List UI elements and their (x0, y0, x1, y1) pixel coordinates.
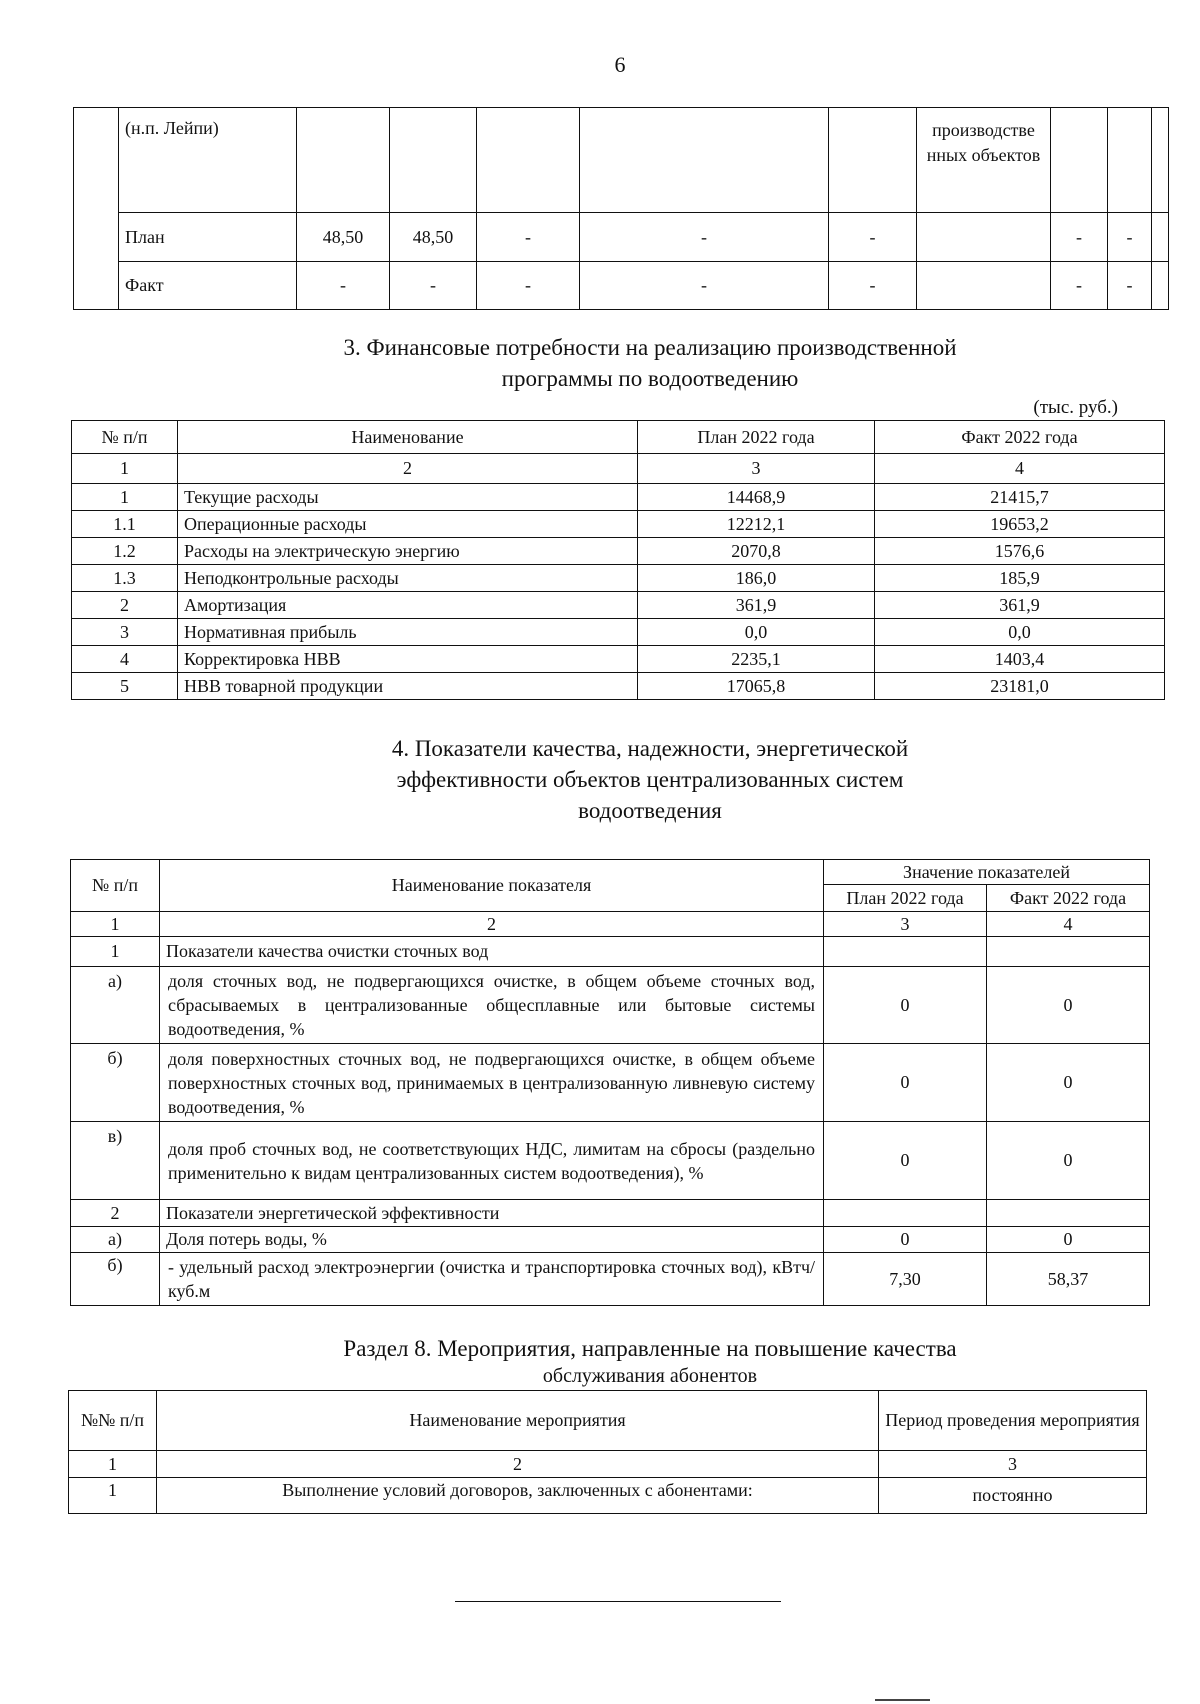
table-row: 1 Показатели качества очистки сточных вод (71, 937, 1150, 967)
table-row: 1 Текущие расходы 14468,9 21415,7 (72, 484, 1165, 511)
row-group-cell (74, 108, 119, 310)
settlement-name: (н.п. Лейпи) (119, 108, 297, 213)
section4-title: 4. Показатели качества, надежности, энергетической эффективности объектов централизованных систем водоотведения (391, 736, 909, 823)
table-row: 1.1 Операционные расходы 12212,1 19653,2 (72, 511, 1165, 538)
finance-table (71, 420, 1165, 700)
section3-title: 3. Финансовые потребности на реализацию производственной программы по водоотведению (343, 335, 957, 391)
measures-table (68, 1390, 1147, 1514)
table-row: План 48,50 48,50 - - - - - (74, 213, 1169, 262)
page-number: 6 (614, 52, 626, 77)
scan-mark (875, 1699, 930, 1701)
column-numbers-row: 1 2 3 4 (71, 912, 1150, 937)
table-row: 1.3 Неподконтрольные расходы 186,0 185,9 (72, 565, 1165, 592)
continuation-table (73, 107, 1169, 310)
table-row: 1.2 Расходы на электрическую энергию 2070,8 1576,6 (72, 538, 1165, 565)
table-header-row: №№ п/п Наименование мероприятия Период проведения мероприятия (69, 1391, 1147, 1451)
quality-indicators-table (70, 859, 1150, 1306)
table-row: б) - удельный расход электроэнергии (очистка и транспортировка сточных вод), кВтч/куб.м 7,30 58,37 (71, 1253, 1150, 1306)
table-header-row: План 2022 года Факт 2022 года (71, 885, 1150, 912)
unit-label: (тыс. руб.) (1033, 397, 1118, 418)
table-row: 4 Корректировка НВВ 2235,1 1403,4 (72, 646, 1165, 673)
table-row: 2 Показатели энергетической эффективности (71, 1200, 1150, 1227)
table-row: б) доля поверхностных сточных вод, не подвергающихся очистке, в общем объеме поверхностных сточных вод, принимаемых в централизованную ливневую систему водоотведения, % 0 0 (71, 1044, 1150, 1122)
section8-title: Раздел 8. Мероприятия, направленные на повышение качества обслуживания абонентов (343, 1336, 957, 1387)
header-note: производстве нных объектов (917, 108, 1051, 213)
table-row: Факт - - - - - - - (74, 262, 1169, 310)
table-row: 2 Амортизация 361,9 361,9 (72, 592, 1165, 619)
table-row: а) Доля потерь воды, % 0 0 (71, 1227, 1150, 1253)
column-numbers-row: 1 2 3 4 (72, 454, 1165, 484)
table-row: 3 Нормативная прибыль 0,0 0,0 (72, 619, 1165, 646)
table-row: в) доля проб сточных вод, не соответствующих НДС, лимитам на сбросы (раздельно применительно к видам централизованных систем водоотведения), % 0 0 (71, 1122, 1150, 1200)
table-row: 1 Выполнение условий договоров, заключенных с абонентами: постоянно (69, 1478, 1147, 1514)
table-row: а) доля сточных вод, не подвергающихся очистке, в общем объеме сточных вод, сбрасываемых в централизованные общесплавные или бытовые системы водоотведения, % 0 0 (71, 967, 1150, 1044)
table-header-row: № п/п Наименование План 2022 года Факт 2022 года (72, 421, 1165, 454)
column-numbers-row: 1 2 3 (69, 1451, 1147, 1478)
footer-divider (455, 1601, 781, 1602)
table-header-row: № п/п Наименование показателя Значение показателей (71, 860, 1150, 885)
table-row: 5 НВВ товарной продукции 17065,8 23181,0 (72, 673, 1165, 700)
